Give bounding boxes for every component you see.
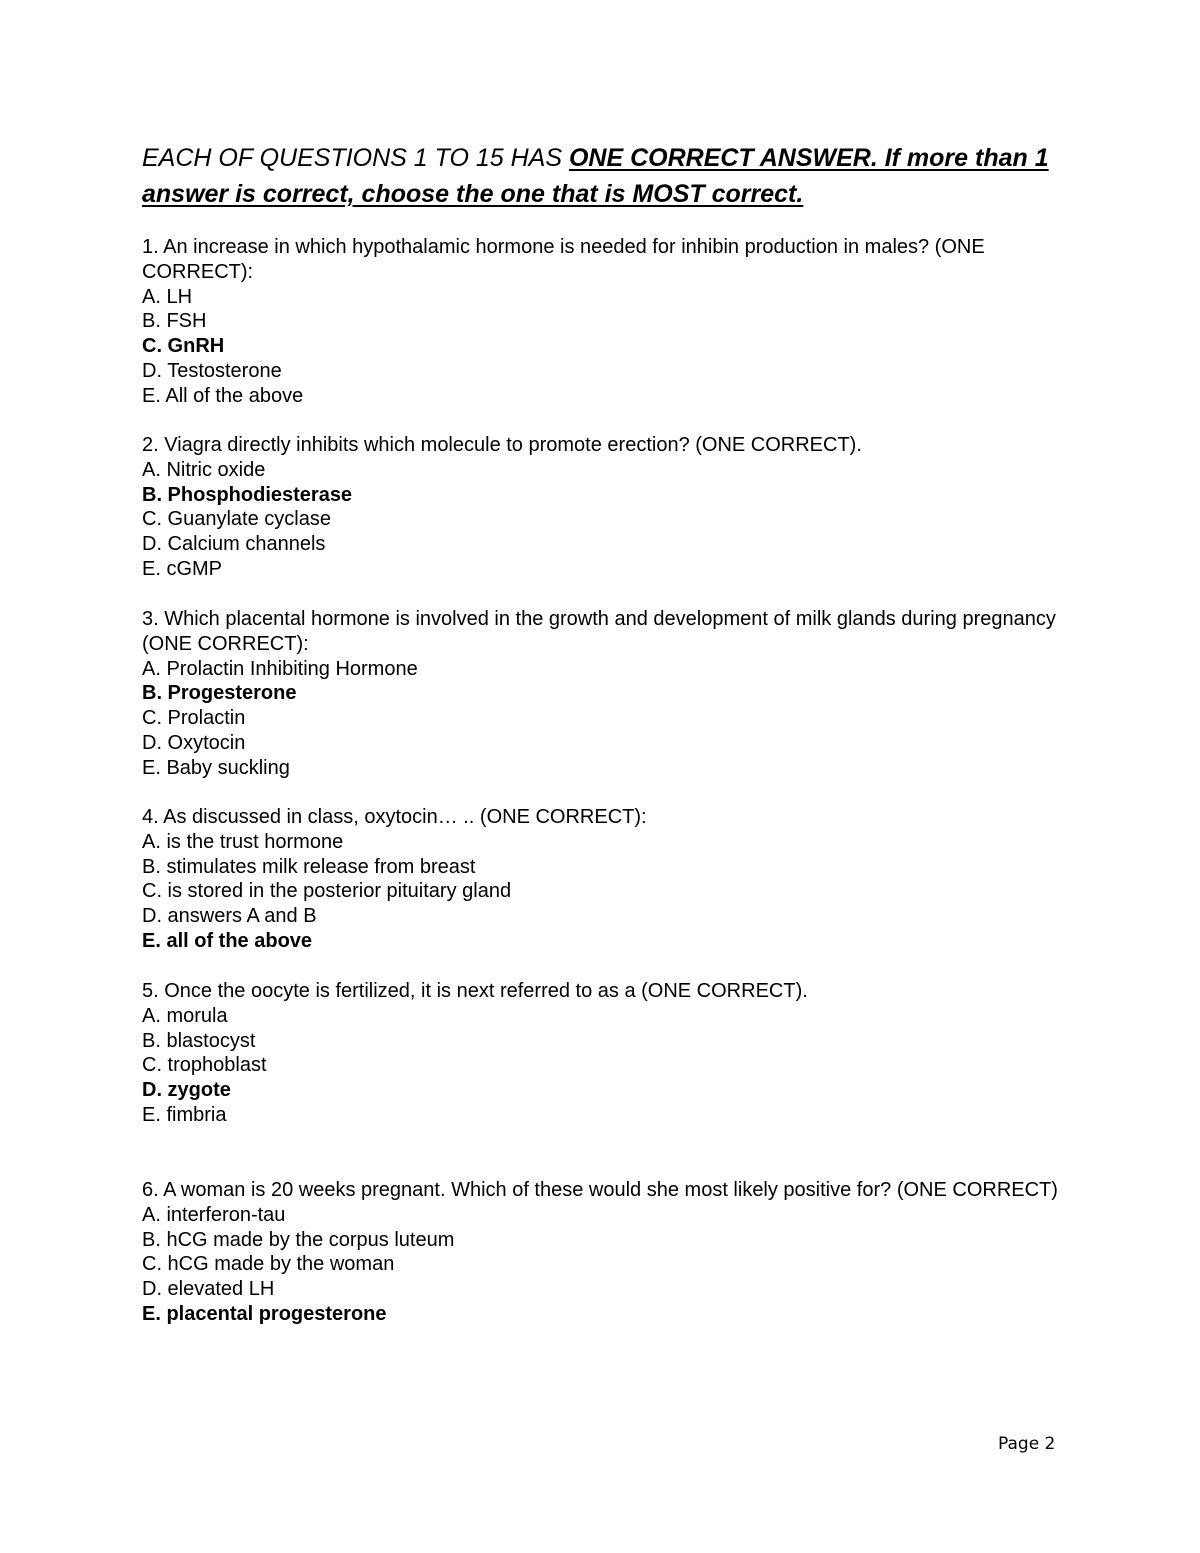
question-stem: 4. As discussed in class, oxytocin… .. (ONE CORRECT): xyxy=(142,806,647,828)
answer-option: C. hCG made by the woman xyxy=(142,1253,395,1276)
answer-option: A. morula xyxy=(142,1004,228,1027)
answer-option: B. hCG made by the corpus luteum xyxy=(142,1228,455,1251)
answer-option: B. stimulates milk release from breast xyxy=(142,855,476,878)
question-stem: 5. Once the oocyte is fertilized, it is next referred to as a (ONE CORRECT). xyxy=(142,980,808,1002)
question-2 xyxy=(142,433,1072,582)
answer-option: D. Calcium channels xyxy=(142,533,326,556)
answer-option: A. is the trust hormone xyxy=(142,830,344,853)
answer-option: D. elevated LH xyxy=(142,1278,275,1301)
page-number: Page 2 xyxy=(998,1434,1056,1454)
answer-option: D. Testosterone xyxy=(142,359,282,382)
answer-option: E. Baby suckling xyxy=(142,756,290,779)
answer-option: D. answers A and B xyxy=(142,905,317,928)
question-6 xyxy=(142,1178,1072,1327)
answer-option: C. is stored in the posterior pituitary gland xyxy=(142,880,512,903)
answer-option: C. Guanylate cyclase xyxy=(142,508,331,531)
answer-option: B. FSH xyxy=(142,310,207,333)
question-4 xyxy=(142,805,1072,954)
answer-option: A. LH xyxy=(142,285,193,308)
question-stem: 6. A woman is 20 weeks pregnant. Which of these would she most likely positive for? (ONE CORRECT) xyxy=(142,1179,1058,1201)
question-3 xyxy=(142,607,1072,781)
answer-option: A. Nitric oxide xyxy=(142,458,266,481)
answer-option: E. fimbria xyxy=(142,1103,227,1126)
answer-option: E. cGMP xyxy=(142,557,223,580)
answer-option: A. Prolactin Inhibiting Hormone xyxy=(142,657,418,680)
answer-option: A. interferon-tau xyxy=(142,1203,286,1226)
question-stem: 3. Which placental hormone is involved in the growth and development of milk glands during pregnancy (ONE CORRECT): xyxy=(142,608,1056,655)
correct-answer-option: E. placental progesterone xyxy=(142,1302,387,1325)
question-1 xyxy=(142,235,1072,409)
instructions-emphasis: ONE CORRECT ANSWER. If more than 1 answer is correct, choose the one that is MOST correct. xyxy=(142,144,1049,208)
answer-option: E. All of the above xyxy=(142,384,304,407)
question-5 xyxy=(142,979,1072,1128)
answer-option: D. Oxytocin xyxy=(142,731,246,754)
answer-option: B. blastocyst xyxy=(142,1029,256,1052)
correct-answer-option: D. zygote xyxy=(142,1079,231,1102)
answer-option: C. trophoblast xyxy=(142,1054,267,1077)
answer-option: C. Prolactin xyxy=(142,707,246,730)
correct-answer-option: B. Phosphodiesterase xyxy=(142,483,353,506)
instructions-text: EACH OF QUESTIONS 1 TO 15 HAS xyxy=(142,144,569,172)
correct-answer-option: C. GnRH xyxy=(142,335,225,358)
correct-answer-option: E. all of the above xyxy=(142,929,313,952)
question-stem: 1. An increase in which hypothalamic hormone is needed for inhibin production in males? (ONE CORRECT): xyxy=(142,236,985,283)
question-stem: 2. Viagra directly inhibits which molecule to promote erection? (ONE CORRECT). xyxy=(142,434,862,456)
instructions-heading xyxy=(142,140,1072,212)
correct-answer-option: B. Progesterone xyxy=(142,682,297,705)
